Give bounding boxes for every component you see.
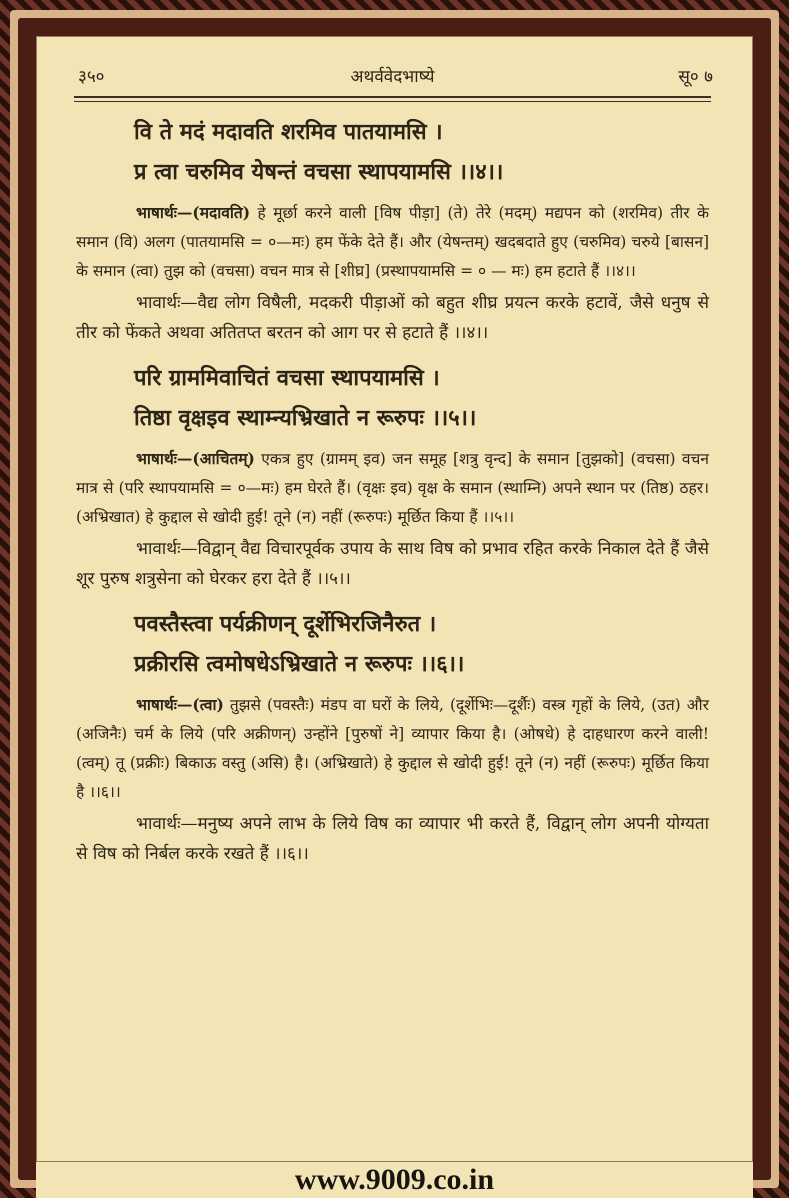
bhashartha-5 xyxy=(76,444,709,532)
bhavartha-6: भावार्थः—मनुष्य अपने लाभ के लिये विष का व्यापार भी करते हैं, विद्वान् लोग अपनी योग्यता से विष को निर्बल करके रखते हैं ।।६।। xyxy=(76,814,709,864)
footer xyxy=(36,1162,753,1198)
page-number: ३५० xyxy=(78,67,105,87)
bhashartha-text: एकत्र हुए (ग्रामम् इव) जन समूह [शत्रु वृन्द] के समान [तुझको] (वचसा) वचन मात्र से (परि स्थापयामसि = ०—मः) हम घेरते हैं। (वृक्षः इव) वृक्ष के समान (स्थाम्नि) अपने स्थान पर (तिष्ठ) ठहर। (अभ्रिखात) हे कुद्दाल से खोदी हुई! तूने (न) नहीं (रूरुपः) मूर्छित किया हैं ।।५।। xyxy=(76,450,709,526)
bhashartha-text: तुझसे (पवस्तैः) मंडप वा घरों के लिये, (दूर्शेभिः—दूर्शैः) वस्त्र गृहों के लिये, (उत) और (अजिनैः) चर्म के लिये (परि अक्रीणन्) उन्होंने [पुरुषों ने] व्यापार किया है। (ओषधे) हे दाहधारण करने वाली! (त्वम्) तू (प्रक्रीः) बिकाऊ वस्तु (असि) है। (अभ्रिखाते) हे कुद्दाल से खोदी हुई! तूने (न) नहीं (रूरुपः) मूर्छित किया है ।।६।। xyxy=(76,696,709,801)
page-header xyxy=(72,64,713,90)
page-content xyxy=(76,112,709,869)
bhavartha-5: भावार्थः—विद्वान् वैद्य विचारपूर्वक उपाय के साथ विष को प्रभाव रहित करके निकाल देते हैं जैसे शूर पुरुष शत्रुसेना को घेरकर हरा देते हैं ।।५।। xyxy=(76,539,709,589)
verse-4-line-2: प्र त्वा चरुमिव येषन्तं वचसा स्थापयामसि ।।४।। xyxy=(134,159,504,185)
verse-6-line-1: पवस्तैस्त्वा पर्यक्रीणन् दूर्शेभिरजिनैरुत । xyxy=(134,611,437,637)
book-title: अथर्ववेदभाष्ये xyxy=(350,67,435,87)
bhashartha-label: भाषार्थः—(मदावति) xyxy=(136,203,251,222)
bhavartha-4: भावार्थः—वैद्य लोग विषैली, मदकरी पीड़ाओं को बहुत शीघ्र प्रयत्न करके हटावें, जैसे धनुष से तीर को फेंकते अथवा अतितप्त बरतन को आग पर से हटाते हैं ।।४।। xyxy=(76,293,709,343)
website-link[interactable]: www.9009.co.in xyxy=(294,1163,495,1196)
verse-5-line-2: तिष्ठा वृक्षइव स्थाम्न्यभ्रिखाते न रूरुपः ।।५।। xyxy=(134,405,477,431)
bhashartha-6 xyxy=(76,690,709,807)
verse-6-line-2: प्रक्रीरसि त्वमोषधेऽभ्रिखाते न रूरुपः ।।६।। xyxy=(134,651,465,677)
bhashartha-4 xyxy=(76,198,709,286)
bhashartha-text: हे मूर्छा करने वाली [विष पीड़ा] (ते) तेरे (मदम्) मद्यपन को (शरमिव) तीर के समान (वि) अलग (पातयामसि = ०—मः) हम फेंके देते हैं। और (येषन्तम्) खदबदाते हुए (चरुमिव) चरुये [बासन] के समान (त्वा) तुझ को (वचसा) वचन मात्र से [शीघ्र] (प्रस्थापयामसि = ० — मः) हम हटाते हैं ।।४।। xyxy=(76,204,709,280)
page xyxy=(36,36,753,1162)
verse-5-line-1: परि ग्राममिवाचितं वचसा स्थापयामसि । xyxy=(134,365,440,391)
verse-4-line-1: वि ते मदं मदावति शरमिव पातयामसि । xyxy=(134,119,443,145)
bhashartha-label: भाषार्थः—(आचितम्) xyxy=(136,449,255,468)
bhashartha-label: भाषार्थः—(त्वा) xyxy=(136,695,224,714)
sukta-reference: सू० ७ xyxy=(678,67,713,87)
header-rule xyxy=(74,96,711,102)
